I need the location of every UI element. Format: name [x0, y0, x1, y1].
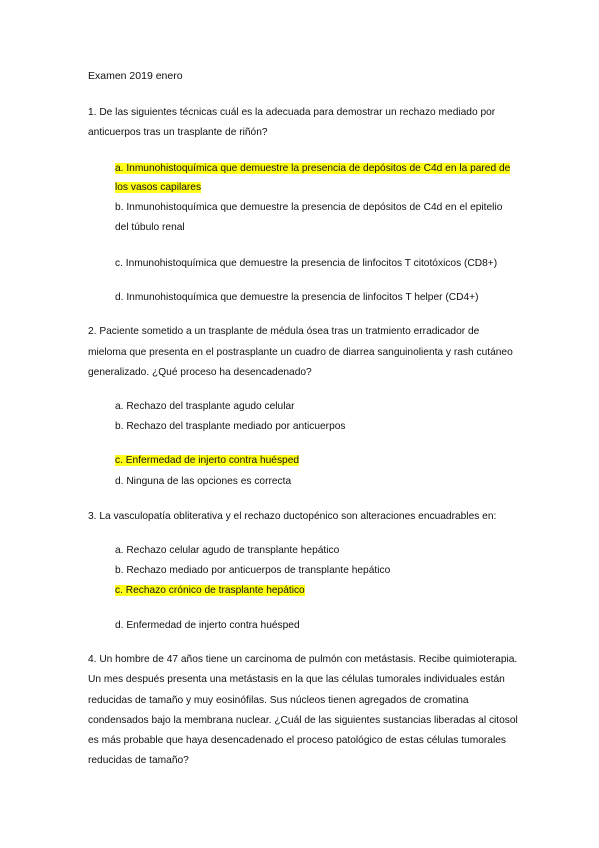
question-3-option-c: c. Rechazo crónico de trasplante hepático: [115, 585, 305, 596]
question-2-option-b: b. Rechazo del trasplante mediado por anticuerpos: [115, 421, 346, 432]
question-1-option-b-line-2: del túbulo renal: [115, 222, 185, 233]
question-2-stem-line-2: mieloma que presenta en el postrasplante un cuadro de diarrea sanguinolienta y rash cutáneo: [88, 347, 513, 358]
question-1-option-a-line-1: a. Inmunohistoquímica que demuestre la presencia de depósitos de C4d en la pared de: [115, 163, 511, 174]
question-4-stem-line-1: 4. Un hombre de 47 años tiene un carcinoma de pulmón con metástasis. Recibe quimioterapia.: [88, 654, 518, 665]
question-4-stem-line-6: reducidas de tamaño?: [88, 755, 189, 766]
document-title: Examen 2019 enero: [88, 70, 183, 82]
question-4-stem-line-4: condensados bajo la membrana nuclear. ¿Cuál de las siguientes sustancias liberadas al citosol: [88, 715, 518, 726]
question-4-stem-line-5: es más probable que haya desencadenado el proceso patológico de estas células tumorales: [88, 735, 506, 746]
question-2-option-d: d. Ninguna de las opciones es correcta: [115, 476, 292, 487]
question-4-stem-line-2: Un mes después presenta una metástasis en la que las células tumorales individuales están: [88, 674, 505, 685]
question-1-option-c: c. Inmunohistoquímica que demuestre la presencia de linfocitos T citotóxicos (CD8+): [115, 258, 498, 269]
question-1-option-a-line-2: los vasos capilares: [115, 182, 202, 193]
question-2-stem-line-3: generalizado. ¿Qué proceso ha desencadenado?: [88, 367, 312, 378]
question-2-option-c: c. Enfermedad de injerto contra huésped: [115, 455, 300, 466]
question-2-option-a: a. Rechazo del trasplante agudo celular: [115, 401, 295, 412]
question-1-stem-line-2: anticuerpos tras un trasplante de riñón?: [88, 127, 268, 138]
question-3-option-a: a. Rechazo celular agudo de transplante hepático: [115, 545, 340, 556]
question-1-option-b-line-1: b. Inmunohistoquímica que demuestre la presencia de depósitos de C4d en el epitelio: [115, 202, 503, 213]
question-2-stem-line-1: 2. Paciente sometido a un trasplante de médula ósea tras un tratmiento erradicador de: [88, 326, 480, 337]
question-1-stem-line-1: 1. De las siguientes técnicas cuál es la adecuada para demostrar un rechazo mediado por: [88, 107, 496, 118]
question-3-option-d: d. Enfermedad de injerto contra huésped: [115, 620, 300, 631]
question-3-option-b: b. Rechazo mediado por anticuerpos de transplante hepático: [115, 565, 391, 576]
question-4-stem-line-3: reducidas de tamaño y muy eosinófilas. Sus núcleos tienen agregados de cromatina: [88, 695, 469, 706]
question-3-stem-line-1: 3. La vasculopatía obliterativa y el rechazo ductopénico son alteraciones encuadrables en:: [88, 511, 497, 522]
question-1-option-d: d. Inmunohistoquímica que demuestre la presencia de linfocitos T helper (CD4+): [115, 292, 479, 303]
